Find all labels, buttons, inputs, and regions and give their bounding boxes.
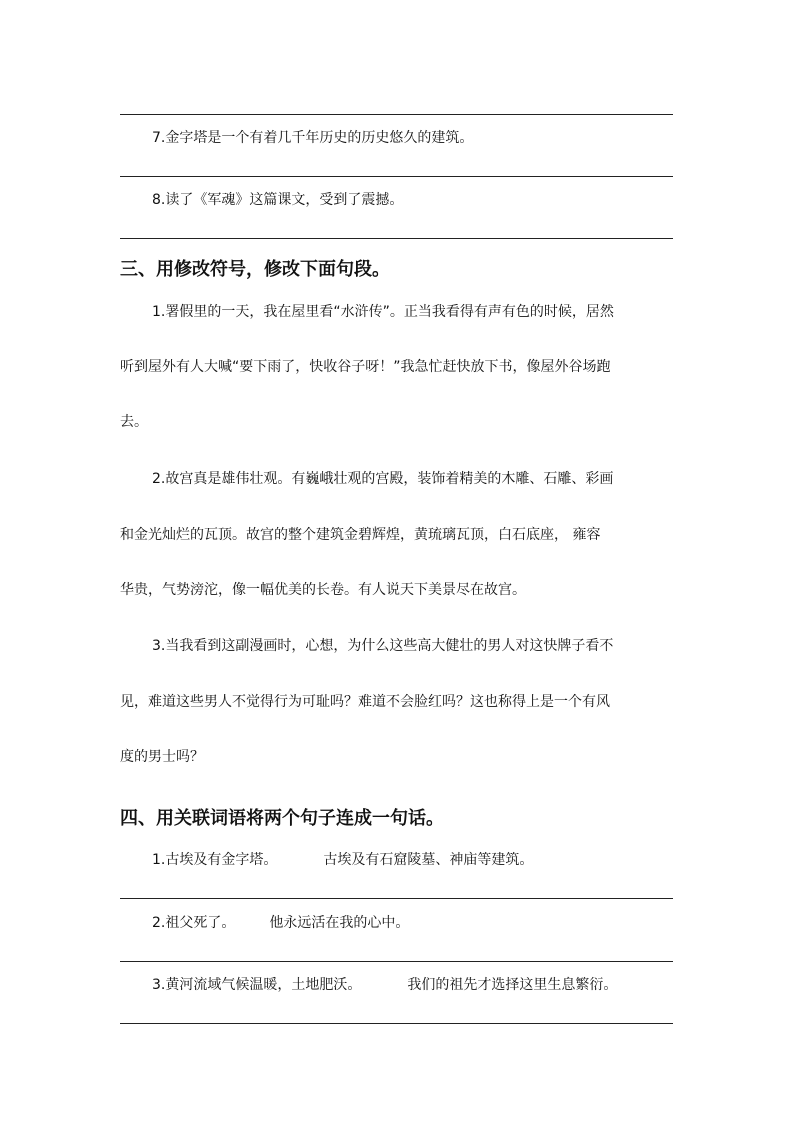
answer-line bbox=[120, 898, 673, 899]
question-4-2-sentence-a: 2.祖父死了。 bbox=[152, 915, 236, 931]
answer-line bbox=[120, 176, 673, 177]
paragraph-3-line-2: 见，难道这些男人不觉得行为可耻吗？难道不会脸红吗？这也称得上是一个有风 bbox=[120, 694, 610, 710]
question-4-1 bbox=[152, 850, 712, 870]
answer-line bbox=[120, 1023, 673, 1024]
question-4-1-sentence-b: 古埃及有石窟陵墓、神庙等建筑。 bbox=[323, 852, 534, 868]
paragraph-3-line-1: 3.当我看到这副漫画时，心想，为什么这些高大健壮的男人对这快牌子看不 bbox=[152, 638, 614, 654]
paragraph-1-line-2: 听到屋外有人大喊“要下雨了，快收谷子呀！”我急忙赶快放下书，像屋外谷场跑 bbox=[120, 359, 611, 375]
answer-line bbox=[120, 114, 673, 115]
question-4-2-sentence-b: 他永远活在我的心中。 bbox=[269, 915, 410, 931]
question-4-3 bbox=[152, 975, 712, 995]
question-4-3-sentence-a: 3.黄河流域气候温暖，土地肥沃。 bbox=[152, 977, 362, 993]
section-four-heading: 四、用关联词语将两个句子连成一句话。 bbox=[120, 808, 444, 829]
question-4-1-sentence-a: 1.古埃及有金字塔。 bbox=[152, 852, 278, 868]
answer-line bbox=[120, 961, 673, 962]
paragraph-2-line-1: 2.故宫真是雄伟壮观。有巍峨壮观的宫殿，装饰着精美的木雕、石雕、彩画 bbox=[152, 471, 614, 487]
question-4-3-sentence-b: 我们的祖先才选择这里生息繁衍。 bbox=[407, 977, 618, 993]
paragraph-3-line-3: 度的男士吗？ bbox=[120, 749, 204, 765]
answer-line bbox=[120, 238, 673, 239]
question-8: 8.读了《军魂》这篇课文，受到了震撼。 bbox=[152, 192, 404, 208]
paragraph-1-line-1: 1.署假里的一天，我在屋里看“水浒传”。正当我看得有声有色的时候，居然 bbox=[152, 304, 614, 320]
paragraph-2-line-2: 和金光灿烂的瓦顶。故宫的整个建筑金碧辉煌，黄琉璃瓦顶，白石底座， 雍容 bbox=[120, 527, 601, 543]
section-three-heading: 三、用修改符号，修改下面句段。 bbox=[120, 259, 390, 280]
paragraph-1-line-3: 去。 bbox=[120, 414, 148, 430]
paragraph-2-line-3: 华贵，气势滂沱，像一幅优美的长卷。有人说天下美景尽在故宫。 bbox=[120, 582, 526, 598]
question-7: 7.金字塔是一个有着几千年历史的历史悠久的建筑。 bbox=[152, 130, 474, 146]
question-4-2 bbox=[152, 913, 712, 933]
